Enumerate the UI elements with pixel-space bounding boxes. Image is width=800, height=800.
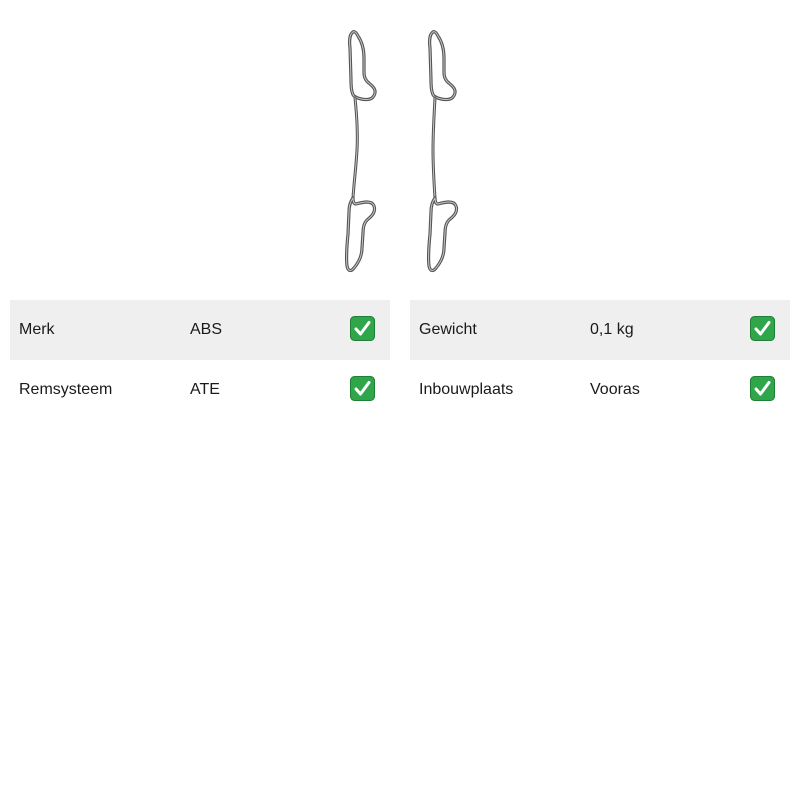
right-spring-clip (429, 32, 457, 271)
check-icon (350, 376, 375, 401)
spec-value: Vooras (590, 381, 640, 398)
spec-row-brake-system (10, 360, 390, 420)
spec-label: Gewicht (419, 321, 477, 338)
left-spring-clip (347, 32, 376, 271)
spec-row-mounting-position (410, 360, 790, 420)
spec-value: ATE (190, 381, 220, 398)
spec-label: Merk (19, 321, 55, 338)
spec-label: Remsysteem (19, 381, 113, 398)
spec-value: 0,1 kg (590, 321, 634, 338)
spec-value: ABS (190, 321, 223, 338)
spec-row-weight (410, 300, 790, 360)
spec-table-right (410, 300, 790, 420)
check-icon (750, 316, 775, 341)
check-icon (350, 316, 375, 341)
check-icon (750, 376, 775, 401)
spec-table-left (10, 300, 390, 420)
spec-row-brand (10, 300, 390, 360)
brake-pad-springs-image (330, 22, 470, 278)
spec-label: Inbouwplaats (419, 381, 514, 398)
